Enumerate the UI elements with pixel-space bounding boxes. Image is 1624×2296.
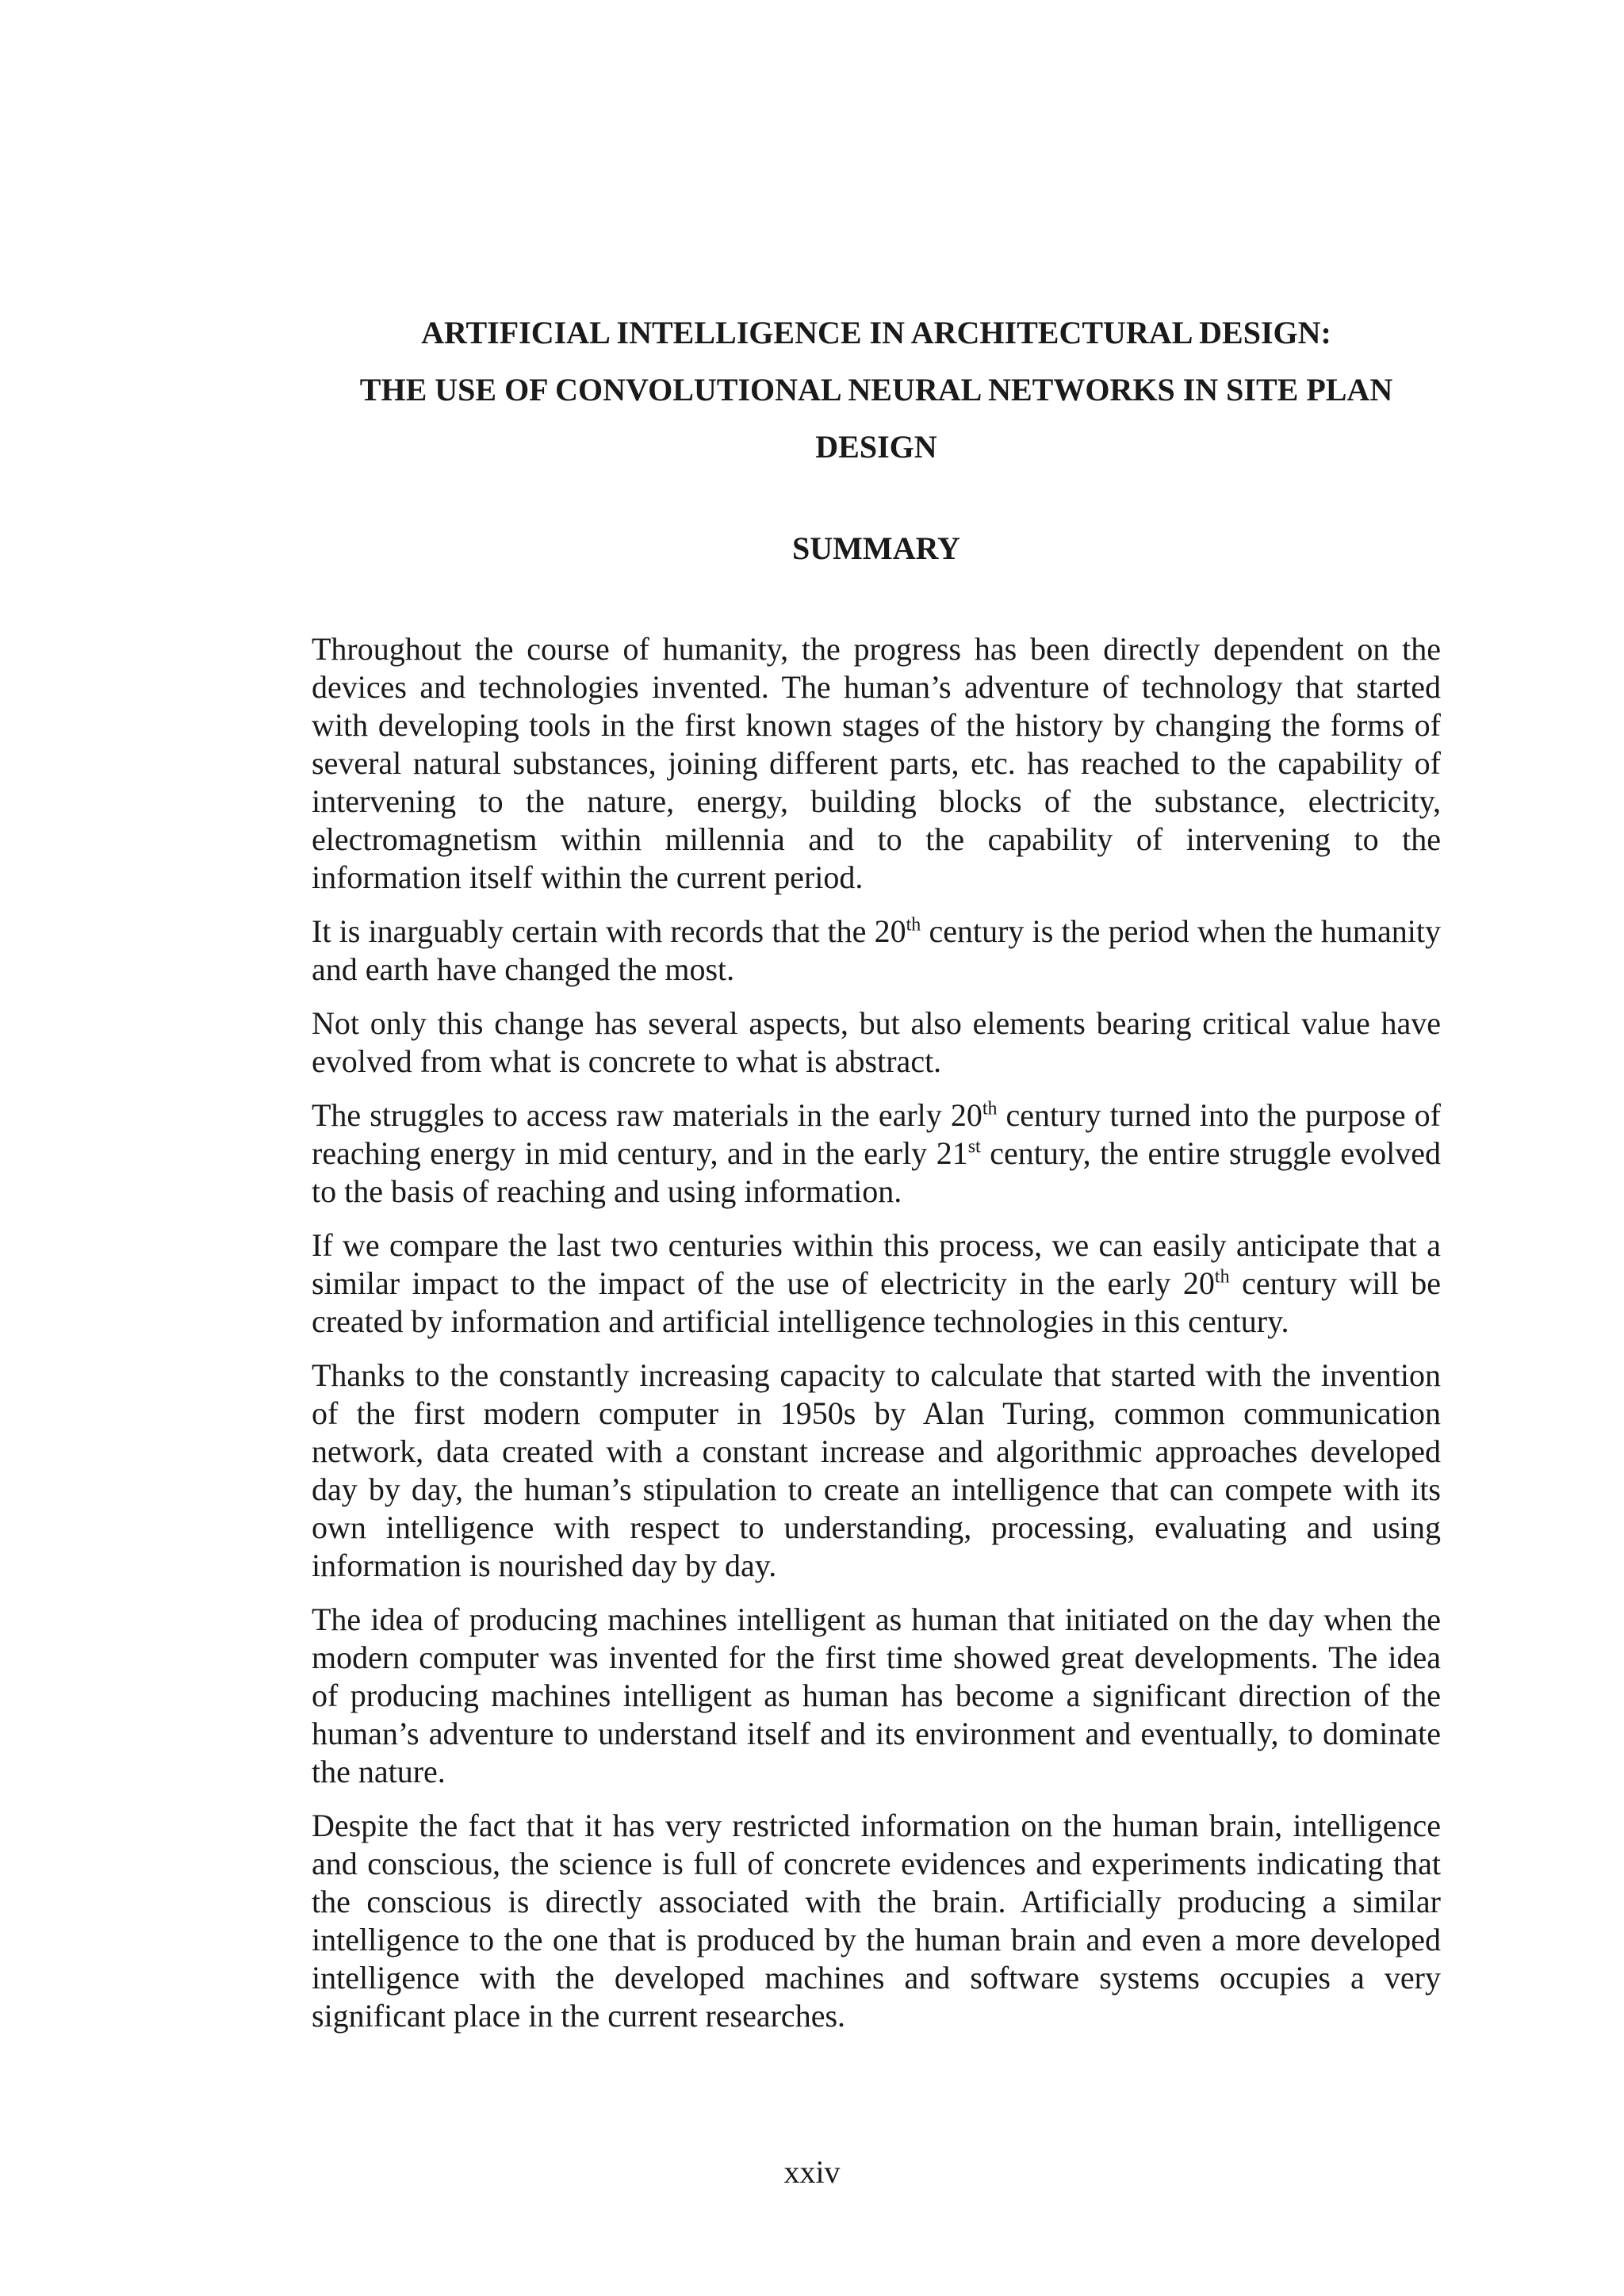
paragraph-4-text-c: century, the entire struggle evolved to the basis of reaching and using information. [312,1135,1441,1209]
summary-heading: SUMMARY [792,530,960,566]
paragraph-5-sup-a: th [1214,1266,1230,1288]
paragraph-4-sup-b: st [967,1136,981,1158]
paragraph-5-text-a: If we compare the last two centuries within this process, we can easily anticipate that a similar impact to the impact of the use of electricity in the early 20 [312,1227,1441,1301]
paragraph-2-sup-a: th [906,914,921,936]
paragraph-1-text: Throughout the course of humanity, the progress has been directly dependent on the devices and technologies invented. The human’s adventure of technology that started with developing tools in the first known stages of the history by changing the forms of several natural substances, joining different parts, etc. has reached to the capability of intervening to the nature, energy, building blocks of the substance, electricity, electromagnetism within millennia and to the capability of intervening to the information itself within the current period. [312,631,1441,895]
paragraph-6 [312,1357,1441,1585]
paragraph-5-text-b: century will be created by information and artificial intelligence technologies in this century. [312,1265,1442,1339]
document-title [312,304,1441,476]
paragraph-2 [312,913,1441,989]
paragraph-7-text: The idea of producing machines intelligent as human that initiated on the day when the modern computer was invented for the first time showed great developments. The idea of producing machines intelligent as human has become a significant direction of the human’s adventure to understand itself and its environment and eventually, to dominate the nature. [312,1601,1441,1789]
paragraph-5 [312,1226,1441,1341]
summary-body [312,630,1441,2051]
paragraph-6-text: Thanks to the constantly increasing capacity to calculate that started with the invention of the first modern computer in 1950s by Alan Turing, common communication network, data created with a constant increase and algorithmic approaches developed day by day, the human’s stipulation to create an intelligence that can compete with its own intelligence with respect to understanding, processing, evaluating and using information is nourished day by day. [312,1357,1441,1583]
paragraph-3-text: Not only this change has several aspects, but also elements bearing critical value have evolved from what is concrete to what is abstract. [312,1005,1441,1079]
page-number: xxiv [783,2154,841,2190]
paragraph-4-sup-a: th [982,1098,998,1119]
paragraph-1 [312,630,1441,897]
paragraph-4 [312,1096,1441,1211]
paragraph-8-text: Despite the fact that it has very restricted information on the human brain, intelligence and conscious, the science is full of concrete evidences and experiments indicating that the conscious is directly associated with the brain. Artificially producing a similar intelligence to the one that is produced by the human brain and even a more developed intelligence with the developed machines and software systems occupies a very significant place in the current researches. [312,1808,1441,2034]
paragraph-2-text-a: It is inarguably certain with records that the 20 [312,913,906,949]
title-line-2: THE USE OF CONVOLUTIONAL NEURAL NETWORKS IN SITE PLAN [359,372,1393,408]
paragraph-4-text-b: century turned into the purpose of reaching energy in mid century, and in the early 21 [312,1097,1441,1171]
paragraph-3 [312,1004,1441,1081]
title-line-3: DESIGN [815,429,937,465]
title-line-1: ARTIFICIAL INTELLIGENCE IN ARCHITECTURAL DESIGN: [421,315,1331,350]
paragraph-4-text-a: The struggles to access raw materials in the early 20 [312,1097,982,1133]
paragraph-8 [312,1807,1441,2035]
paragraph-7 [312,1601,1441,1791]
paragraph-2-text-b: century is the period when the humanity and earth have changed the most. [312,913,1441,987]
